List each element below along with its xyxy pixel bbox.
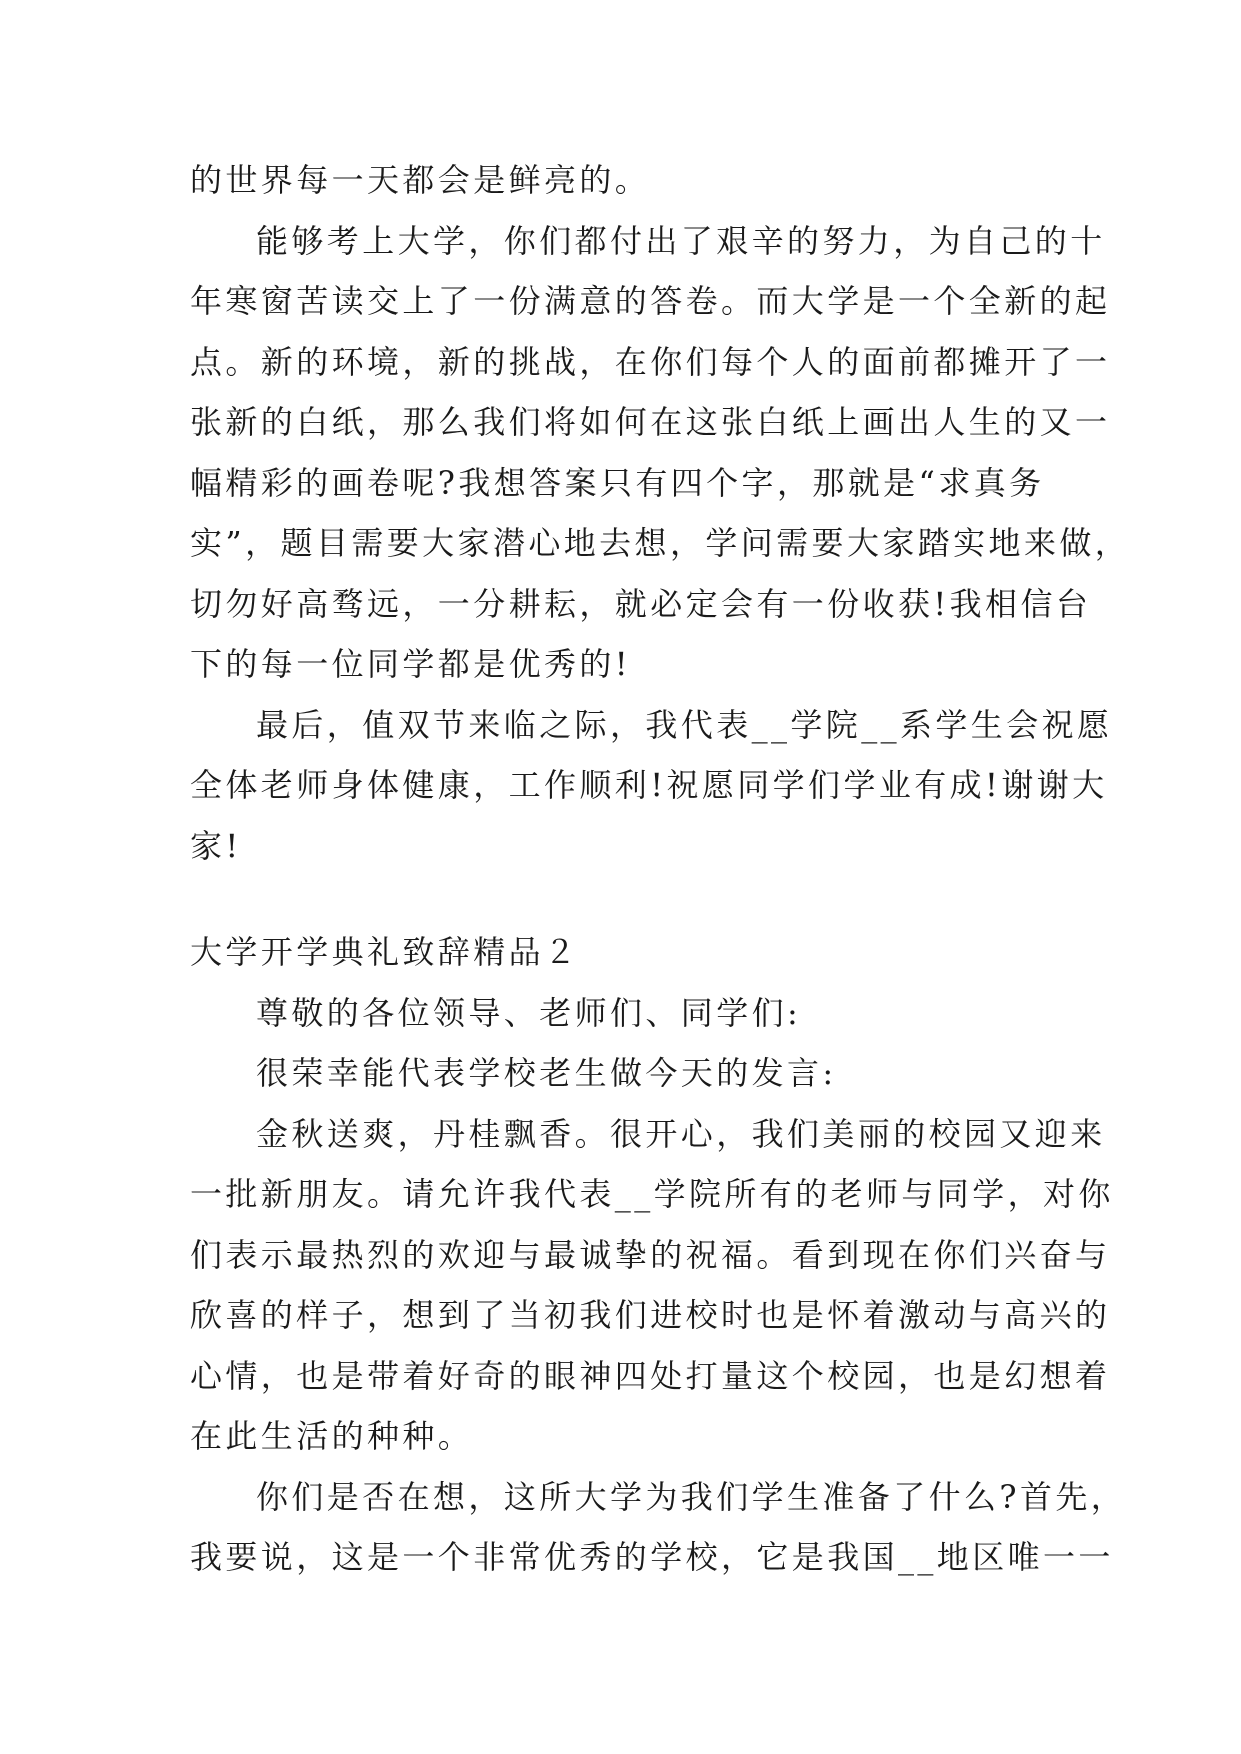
salutation: 尊敬的各位领导、老师们、同学们: <box>256 993 802 1032</box>
paragraph-line: 在此生活的种种。 <box>190 1417 474 1455</box>
paragraph-line: 一批新朋友。请允许我代表__学院所有的老师与同学，对你 <box>190 1175 1114 1213</box>
document-page <box>190 150 1131 1588</box>
section-title: 大学开学典礼致辞精品２ <box>190 933 580 971</box>
paragraph-line: 张新的白纸，那么我们将如何在这张白纸上画出人生的又一 <box>190 403 1111 441</box>
paragraph-line: 家! <box>190 826 242 865</box>
paragraph-line: 心情，也是带着好奇的眼神四处打量这个校园，也是幻想着 <box>190 1356 1111 1395</box>
paragraph-line: 最后，值双节来临之际，我代表__学院__系学生会祝愿 <box>256 705 1113 744</box>
paragraph-line: 全体老师身体健康，工作顺利!祝愿同学们学业有成!谢谢大 <box>190 766 1108 804</box>
paragraph-line: 实”，题目需要大家潜心地去想，学问需要大家踏实地来做， <box>190 524 1131 562</box>
section-gap <box>190 876 1062 922</box>
paragraph-line: 点。新的环境，新的挑战，在你们每个人的面前都摊开了一 <box>190 342 1111 381</box>
paragraph-line: 们表示最热烈的欢迎与最诚挚的祝福。看到现在你们兴奋与 <box>190 1235 1111 1274</box>
paragraph-line: 我要说，这是一个非常优秀的学校，它是我国__地区唯一一 <box>190 1538 1114 1576</box>
paragraph-line: 欣喜的样子，想到了当初我们进校时也是怀着激动与高兴的 <box>190 1296 1111 1334</box>
paragraph-line: 下的每一位同学都是优秀的! <box>190 645 632 683</box>
paragraph-line: 金秋送爽，丹桂飘香。很开心，我们美丽的校园又迎来 <box>256 1114 1106 1153</box>
paragraph-line: 的世界每一天都会是鲜亮的。 <box>190 161 651 199</box>
paragraph-line: 年寒窗苦读交上了一份满意的答卷。而大学是一个全新的起 <box>190 282 1111 320</box>
paragraph-line: 幅精彩的画卷呢?我想答案只有四个字，那就是“求真务 <box>190 463 1045 502</box>
paragraph-line: 很荣幸能代表学校老生做今天的发言: <box>256 1054 837 1092</box>
paragraph-line: 切勿好高骛远，一分耕耘，就必定会有一份收获!我相信台 <box>190 584 1092 623</box>
paragraph-line: 你们是否在想，这所大学为我们学生准备了什么?首先， <box>256 1477 1127 1516</box>
paragraph-line: 能够考上大学，你们都付出了艰辛的努力，为自己的十 <box>256 221 1106 260</box>
